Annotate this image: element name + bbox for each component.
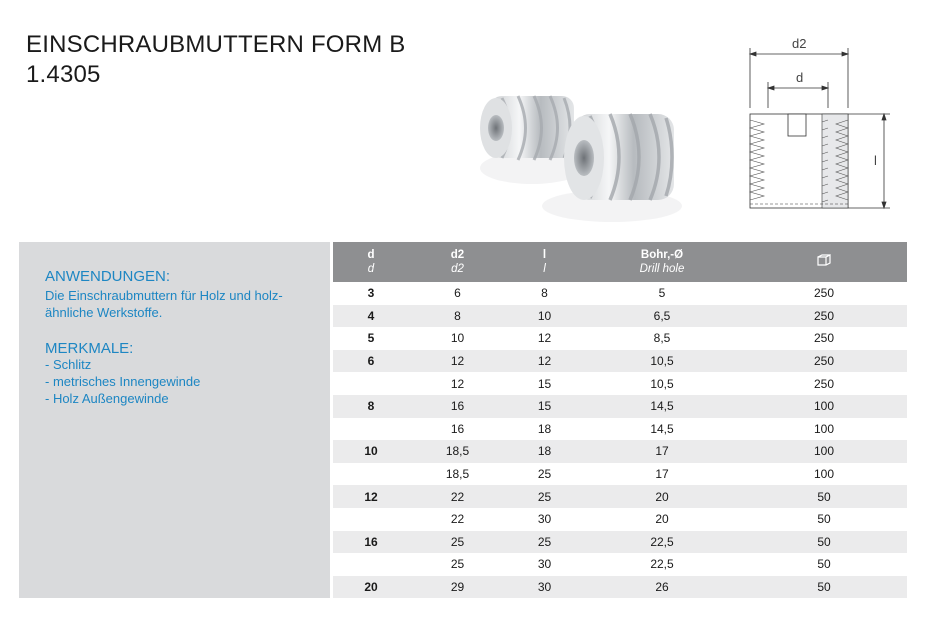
header-drill-sub: Drill hole xyxy=(639,263,685,275)
cell-l: 15 xyxy=(506,372,583,395)
cell-quantity: 250 xyxy=(741,327,907,350)
table-row xyxy=(333,305,907,328)
cell-d: 12 xyxy=(333,485,409,508)
cell-drill-hole: 10,5 xyxy=(583,372,741,395)
cell-d2: 18,5 xyxy=(409,440,506,463)
header-drill-main: Bohr,-Ø xyxy=(640,249,684,261)
table-row xyxy=(333,440,907,463)
header-d2-sub: d2 xyxy=(451,263,464,275)
cell-d2: 12 xyxy=(409,350,506,373)
feature-item: - metrisches Innengewinde xyxy=(45,374,201,389)
drawing-body xyxy=(750,114,848,208)
cell-d xyxy=(333,508,409,531)
header-d-sub: d xyxy=(367,263,375,275)
table-row xyxy=(333,508,907,531)
table-row xyxy=(333,485,907,508)
cell-d: 10 xyxy=(333,440,409,463)
cell-drill-hole: 20 xyxy=(583,485,741,508)
cell-quantity: 250 xyxy=(741,350,907,373)
cell-l: 25 xyxy=(506,463,583,486)
applications-text-1: Die Einschraubmuttern für Holz und holz- xyxy=(45,288,283,303)
header-l xyxy=(506,242,583,282)
cell-d2: 16 xyxy=(409,395,506,418)
header-d2 xyxy=(409,242,506,282)
cell-l: 30 xyxy=(506,508,583,531)
header-package-quantity xyxy=(741,242,907,282)
cell-d2: 22 xyxy=(409,508,506,531)
cell-quantity: 250 xyxy=(741,282,907,305)
table-row xyxy=(333,463,907,486)
cell-quantity: 50 xyxy=(741,553,907,576)
cell-d: 20 xyxy=(333,576,409,599)
cell-drill-hole: 14,5 xyxy=(583,395,741,418)
cell-d2: 29 xyxy=(409,576,506,599)
cell-l: 15 xyxy=(506,395,583,418)
title-line-2: 1.4305 xyxy=(26,61,101,88)
cell-l: 10 xyxy=(506,305,583,328)
cell-quantity: 100 xyxy=(741,463,907,486)
cell-l: 12 xyxy=(506,350,583,373)
table-row xyxy=(333,395,907,418)
cell-drill-hole: 22,5 xyxy=(583,531,741,554)
cell-quantity: 100 xyxy=(741,440,907,463)
cell-quantity: 100 xyxy=(741,395,907,418)
cell-drill-hole: 5 xyxy=(583,282,741,305)
table-row xyxy=(333,418,907,441)
cell-l: 18 xyxy=(506,440,583,463)
specification-table xyxy=(333,242,907,598)
label-l: l xyxy=(874,153,877,168)
cell-drill-hole: 10,5 xyxy=(583,350,741,373)
cell-drill-hole: 14,5 xyxy=(583,418,741,441)
info-panel xyxy=(19,242,330,598)
cell-d: 5 xyxy=(333,327,409,350)
header-d xyxy=(333,242,409,282)
table-row xyxy=(333,531,907,554)
cell-drill-hole: 8,5 xyxy=(583,327,741,350)
label-d2: d2 xyxy=(792,36,807,51)
table-row xyxy=(333,372,907,395)
cell-d xyxy=(333,418,409,441)
table-header-row xyxy=(333,242,907,282)
cell-quantity: 50 xyxy=(741,576,907,599)
table-row xyxy=(333,350,907,373)
table-row xyxy=(333,553,907,576)
cell-d2: 10 xyxy=(409,327,506,350)
cell-drill-hole: 20 xyxy=(583,508,741,531)
header-d2-main: d2 xyxy=(450,249,465,261)
applications-heading: ANWENDUNGEN: xyxy=(45,268,171,285)
cell-quantity: 250 xyxy=(741,372,907,395)
cell-d: 6 xyxy=(333,350,409,373)
cell-l: 25 xyxy=(506,485,583,508)
cell-d: 8 xyxy=(333,395,409,418)
title-line-1: EINSCHRAUBMUTTERN FORM B xyxy=(26,31,406,58)
cell-d: 3 xyxy=(333,282,409,305)
applications-text-2: ähnliche Werkstoffe. xyxy=(45,305,163,320)
product-photo xyxy=(462,78,702,228)
cell-l: 25 xyxy=(506,531,583,554)
page-title xyxy=(26,30,405,90)
cell-quantity: 100 xyxy=(741,418,907,441)
cell-d2: 22 xyxy=(409,485,506,508)
table-row xyxy=(333,576,907,599)
cell-l: 8 xyxy=(506,282,583,305)
header-l-sub: l xyxy=(543,263,546,275)
cell-quantity: 50 xyxy=(741,531,907,554)
cell-d2: 25 xyxy=(409,531,506,554)
cell-d: 16 xyxy=(333,531,409,554)
cell-l: 18 xyxy=(506,418,583,441)
table-row xyxy=(333,327,907,350)
cell-d xyxy=(333,463,409,486)
header-d-main: d xyxy=(367,249,375,261)
cell-d2: 25 xyxy=(409,553,506,576)
cell-l: 30 xyxy=(506,576,583,599)
cell-drill-hole: 17 xyxy=(583,463,741,486)
cell-quantity: 50 xyxy=(741,485,907,508)
cell-l: 30 xyxy=(506,553,583,576)
cell-d2: 12 xyxy=(409,372,506,395)
table-body xyxy=(333,282,907,598)
feature-item: - Holz Außengewinde xyxy=(45,391,169,406)
cell-d2: 18,5 xyxy=(409,463,506,486)
cell-drill-hole: 17 xyxy=(583,440,741,463)
features-heading: MERKMALE: xyxy=(45,340,134,357)
cell-d xyxy=(333,553,409,576)
technical-drawing xyxy=(744,36,910,220)
table-row xyxy=(333,282,907,305)
header-drill-hole xyxy=(583,242,741,282)
cell-l: 12 xyxy=(506,327,583,350)
cell-d xyxy=(333,372,409,395)
cell-drill-hole: 26 xyxy=(583,576,741,599)
cell-d: 4 xyxy=(333,305,409,328)
package-icon xyxy=(817,254,831,266)
cell-drill-hole: 6,5 xyxy=(583,305,741,328)
feature-item: - Schlitz xyxy=(45,357,92,372)
cell-d2: 16 xyxy=(409,418,506,441)
label-d: d xyxy=(796,70,804,85)
cell-drill-hole: 22,5 xyxy=(583,553,741,576)
cell-d2: 8 xyxy=(409,305,506,328)
cell-quantity: 250 xyxy=(741,305,907,328)
header-l-main: l xyxy=(542,249,547,261)
cell-quantity: 50 xyxy=(741,508,907,531)
cell-d2: 6 xyxy=(409,282,506,305)
